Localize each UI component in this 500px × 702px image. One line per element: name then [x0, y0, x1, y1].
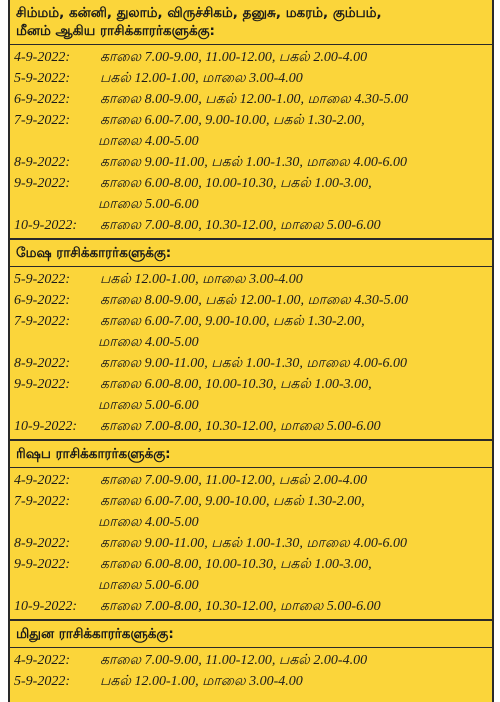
- schedule-date: 7-9-2022:: [14, 314, 70, 329]
- schedule-date: 4-9-2022:: [14, 473, 70, 488]
- schedule-row: [10, 533, 492, 554]
- schedule-row: [10, 650, 492, 671]
- schedule-row: [10, 290, 492, 311]
- schedule-times: காலை 7.00-9.00, 11.00-12.00, பகல் 2.00-4.00: [100, 50, 368, 65]
- schedule-times: காலை 6.00-8.00, 10.00-10.30, பகல் 1.00-3.00,: [100, 377, 372, 392]
- section-header: [10, 4, 492, 45]
- schedule-row: [10, 395, 492, 416]
- schedule-row: [10, 575, 492, 596]
- schedule-row: [10, 332, 492, 353]
- schedule-date: 9-9-2022:: [14, 557, 70, 572]
- schedule-row: [10, 269, 492, 290]
- schedule-row: [10, 152, 492, 173]
- schedule-row: [10, 671, 492, 692]
- schedule-date: 10-9-2022:: [14, 218, 77, 233]
- schedule-row: [10, 512, 492, 533]
- schedule-times: காலை 7.00-9.00, 11.00-12.00, பகல் 2.00-4.00: [100, 473, 368, 488]
- schedule-date: 7-9-2022:: [14, 113, 70, 128]
- section-header-line: ரிஷப ராசிக்காரர்களுக்கு:: [16, 446, 171, 462]
- schedule-row: [10, 110, 492, 131]
- schedule-row: [10, 596, 492, 617]
- schedule-date: 5-9-2022:: [14, 674, 70, 689]
- schedule-row: [10, 374, 492, 395]
- schedule-row: [10, 470, 492, 491]
- schedule-page: [8, 0, 494, 702]
- schedule-date: 8-9-2022:: [14, 155, 70, 170]
- schedule-date: 9-9-2022:: [14, 176, 70, 191]
- schedule-times-continued: மாலை 4.00-5.00: [98, 515, 199, 530]
- schedule-times: காலை 6.00-8.00, 10.00-10.30, பகல் 1.00-3.00,: [100, 557, 372, 572]
- schedule-date: 9-9-2022:: [14, 377, 70, 392]
- schedule-row: [10, 416, 492, 437]
- schedule-list: [10, 267, 492, 437]
- section-header: [10, 625, 492, 648]
- schedule-row: [10, 311, 492, 332]
- schedule-times-continued: மாலை 5.00-6.00: [98, 578, 199, 593]
- schedule-date: 4-9-2022:: [14, 653, 70, 668]
- schedule-row: [10, 215, 492, 236]
- section-header-line: சிம்மம், கன்னி, துலாம், விருச்சிகம், தனுசு, மகரம், கும்பம்,: [16, 5, 382, 21]
- schedule-row: [10, 89, 492, 110]
- schedule-times: காலை 7.00-8.00, 10.30-12.00, மாலை 5.00-6.00: [100, 419, 381, 434]
- schedule-times-continued: மாலை 4.00-5.00: [98, 134, 199, 149]
- schedule-list: [10, 45, 492, 236]
- schedule-row: [10, 68, 492, 89]
- schedule-date: 6-9-2022:: [14, 92, 70, 107]
- schedule-times: பகல் 12.00-1.00, மாலை 3.00-4.00: [100, 272, 303, 287]
- schedule-row: [10, 194, 492, 215]
- schedule-times-continued: மாலை 4.00-5.00: [98, 335, 199, 350]
- schedule-times: காலை 7.00-9.00, 11.00-12.00, பகல் 2.00-4.00: [100, 653, 368, 668]
- schedule-row: [10, 173, 492, 194]
- schedule-row: [10, 353, 492, 374]
- schedule-row: [10, 554, 492, 575]
- schedule-date: 6-9-2022:: [14, 293, 70, 308]
- section-header: [10, 445, 492, 468]
- schedule-times-continued: மாலை 5.00-6.00: [98, 398, 199, 413]
- rasi-section: [10, 240, 492, 441]
- section-header: [10, 244, 492, 267]
- schedule-row: [10, 491, 492, 512]
- schedule-times: காலை 9.00-11.00, பகல் 1.00-1.30, மாலை 4.00-6.00: [100, 356, 408, 371]
- schedule-date: 10-9-2022:: [14, 599, 77, 614]
- schedule-times: காலை 6.00-7.00, 9.00-10.00, பகல் 1.30-2.00,: [100, 113, 365, 128]
- schedule-date: 10-9-2022:: [14, 419, 77, 434]
- schedule-times: காலை 7.00-8.00, 10.30-12.00, மாலை 5.00-6.00: [100, 599, 381, 614]
- schedule-times: காலை 6.00-7.00, 9.00-10.00, பகல் 1.30-2.00,: [100, 314, 365, 329]
- schedule-list: [10, 648, 492, 692]
- schedule-date: 7-9-2022:: [14, 494, 70, 509]
- schedule-times: காலை 8.00-9.00, பகல் 12.00-1.00, மாலை 4.30-5.00: [100, 92, 409, 107]
- schedule-date: 5-9-2022:: [14, 71, 70, 86]
- schedule-times-continued: மாலை 5.00-6.00: [98, 197, 199, 212]
- schedule-times: பகல் 12.00-1.00, மாலை 3.00-4.00: [100, 71, 303, 86]
- schedule-times: காலை 7.00-8.00, 10.30-12.00, மாலை 5.00-6.00: [100, 218, 381, 233]
- schedule-times: காலை 6.00-7.00, 9.00-10.00, பகல் 1.30-2.00,: [100, 494, 365, 509]
- schedule-row: [10, 47, 492, 68]
- schedule-times: காலை 9.00-11.00, பகல் 1.00-1.30, மாலை 4.00-6.00: [100, 155, 408, 170]
- schedule-date: 5-9-2022:: [14, 272, 70, 287]
- schedule-times: காலை 8.00-9.00, பகல் 12.00-1.00, மாலை 4.30-5.00: [100, 293, 409, 308]
- schedule-list: [10, 468, 492, 617]
- section-header-line: மிதுன ராசிக்காரர்களுக்கு:: [16, 626, 174, 642]
- schedule-date: 4-9-2022:: [14, 50, 70, 65]
- schedule-date: 8-9-2022:: [14, 356, 70, 371]
- rasi-section: [10, 621, 492, 694]
- schedule-times: பகல் 12.00-1.00, மாலை 3.00-4.00: [100, 674, 303, 689]
- schedule-times: காலை 6.00-8.00, 10.00-10.30, பகல் 1.00-3.00,: [100, 176, 372, 191]
- schedule-row: [10, 131, 492, 152]
- schedule-date: 8-9-2022:: [14, 536, 70, 551]
- schedule-times: காலை 9.00-11.00, பகல் 1.00-1.30, மாலை 4.00-6.00: [100, 536, 408, 551]
- section-header-line: மேஷ ராசிக்காரர்களுக்கு:: [16, 245, 172, 261]
- rasi-section: [10, 441, 492, 621]
- section-header-line: மீனம் ஆகிய ராசிக்காரர்களுக்கு:: [16, 23, 215, 39]
- rasi-section: [10, 0, 492, 240]
